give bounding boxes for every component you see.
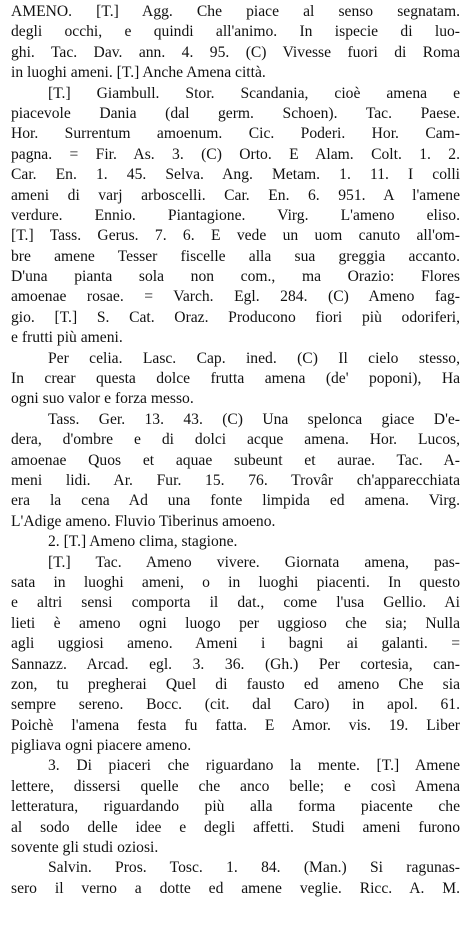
entry-line: letteratura, riguardando più alla forma piacente che [11,798,460,816]
entry-line: ogni suo valor e forza messo. [11,390,194,408]
entry-line: sero il verno a dotte ed amene veglie. Ricc. A. M. [11,879,460,897]
entry-line: Poichè l'amena festa fu fatta. E Amor. vis. 19. Liber [11,716,460,734]
entry-line: 3. Di piaceri che riguardano la mente. [T.] Amene [48,757,460,775]
entry-line: ghi. Tac. Dav. ann. 4. 95. (C) Vivesse fuori di Roma [11,43,460,61]
entry-line: meni lidi. Ar. Fur. 15. 76. Trovâr ch'apparecchiata [11,471,460,489]
entry-line: [T.] Tac. Ameno vivere. Giornata amena, pas- [48,553,460,571]
entry-line: e altri sensi comporta il dat., come l'usa Gellio. Ai [11,594,460,612]
entry-line: al sodo delle idee e degli affetti. Studi ameni furono [11,818,460,836]
entry-line: 2. [T.] Ameno clima, stagione. [48,533,238,551]
entry-line: degli occhi, e quindi all'animo. In ispecie di luo- [11,23,460,41]
entry-line: gio. [T.] S. Cat. Oraz. Producono fiori più odoriferi, [11,308,460,326]
entry-line: pigliava ogni piacere ameno. [11,737,192,755]
entry-line: [T.] Tass. Gerus. 7. 6. E vede un uom canuto all'om- [11,227,460,245]
entry-line: sovente gli studi oziosi. [11,839,159,857]
entry-line: e frutti più ameni. [11,329,123,347]
entry-line: lieti è ameno ogni luogo per uggioso che sia; Nulla [11,614,460,632]
entry-line: dera, d'ombre e di dolci acque amena. Hor. Lucos, [11,431,460,449]
entry-line: amoenae rosae. = Varch. Egl. 284. (C) Ameno fag- [11,288,460,306]
entry-line: ameni di varj arboscelli. Car. En. 6. 951. A l'amene [11,186,460,204]
entry-line: amoenae Quos et aquae subeunt et aurae. Tac. A- [11,451,460,469]
entry-line: bre amene Tesser fiscelle alla sua greggia accanto. [11,247,460,265]
entry-line: Hor. Surrentum amoenum. Cic. Poderi. Hor. Cam- [11,125,460,143]
entry-line: Tass. Ger. 13. 43. (C) Una spelonca giace D'e- [48,410,460,428]
entry-line: D'una pianta sola non com., ma Orazio: Flores [11,268,460,286]
entry-line: agli uggiosi ameno. Ameni i bagni ai galanti. = [11,635,460,653]
entry-line: sempre sereno. Bocc. (cit. dal Caro) in apol. 61. [11,696,460,714]
entry-line: piacevole Dania (dal germ. Schoen). Tac. Paese. [11,104,460,122]
entry-line: pagna. = Fir. As. 3. (C) Orto. E Alam. Colt. 1. 2. [11,145,460,163]
entry-line: verdure. Ennio. Piantagione. Virg. L'ameno eliso. [11,206,460,224]
entry-line: lettere, dissersi quelle che anco belle; e così Amena [11,777,460,795]
entry-line: Sannazz. Arcad. egl. 3. 36. (Gh.) Per cortesia, can- [11,655,460,673]
entry-line: AMENO. [T.] Agg. Che piace al senso segnatam. [11,3,460,20]
entry-line: In crear questa dolce frutta amena (de' poponi), Ha [11,370,460,388]
entry-line: in luoghi ameni. [T.] Anche Amena città. [11,64,266,82]
entry-line: [T.] Giambull. Stor. Scandania, cioè amena e [48,84,460,102]
entry-line: era la cena Ad una fonte limpida ed amena. Virg. [11,492,460,510]
entry-line: Salvin. Pros. Tosc. 1. 84. (Man.) Si ragunas- [48,859,460,877]
entry-line: zon, tu pregherai Quel di fausto ed ameno Che sia [11,675,460,693]
entry-line: sata in luoghi ameni, o in luoghi piacenti. In questo [11,573,460,591]
entry-line: Car. En. 1. 45. Selva. Ang. Metam. 1. 11. I colli [11,166,460,184]
entry-line: L'Adige ameno. Fluvio Tiberinus amoeno. [11,512,276,530]
entry-line: Per celia. Lasc. Cap. ined. (C) Il cielo stesso, [48,349,460,367]
